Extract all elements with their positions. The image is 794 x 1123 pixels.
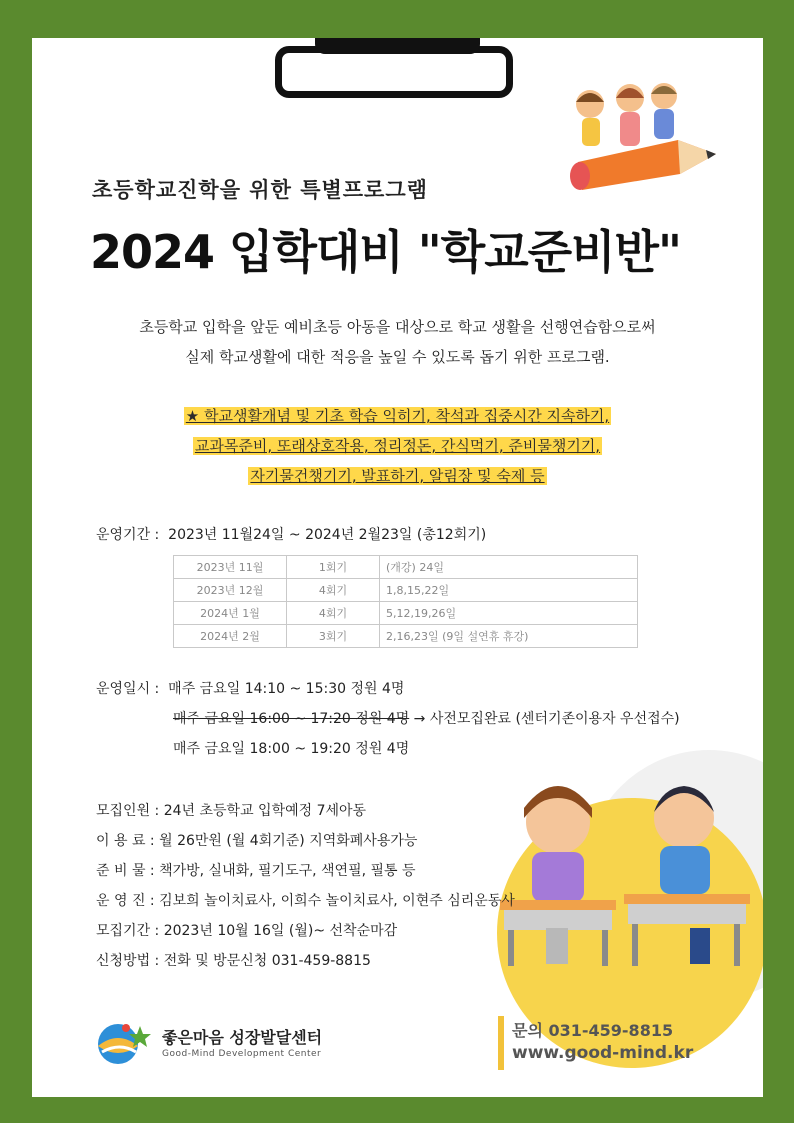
table-cell: 4회기 [287, 602, 380, 625]
highlight-text-2: 교과목준비, 또래상호작용, 정리정돈, 간식먹기, 준비물챙기기, [194, 437, 601, 455]
info-fee: 이 용 료 : 월 26만원 (월 4회기준) 지역화폐사용가능 [96, 833, 418, 849]
times-row-3 [173, 738, 409, 758]
info-recruit-period: 모집기간 : 2023년 10월 16일 (월)~ 선착순마감 [96, 923, 398, 939]
highlight-line-1 [32, 405, 763, 426]
table-cell: 1,8,15,22일 [380, 579, 638, 602]
time-slot-2-closed: 매주 금요일 16:00 ~ 17:20 정원 4명 [173, 711, 410, 727]
table-cell: 4회기 [287, 579, 380, 602]
schedule-table [173, 555, 638, 648]
table-cell: (개강) 24일 [380, 556, 638, 579]
center-logo-name: 좋은마음 성장발달센터 [162, 1028, 323, 1047]
table-row [174, 556, 638, 579]
table-cell: 3회기 [287, 625, 380, 648]
children-desk-illustration [494, 768, 756, 968]
times-row-1 [96, 678, 404, 698]
table-row [174, 625, 638, 648]
table-cell: 2023년 11월 [174, 556, 287, 579]
intro-line-1: 초등학교 입학을 앞둔 예비초등 아동을 대상으로 학교 생활을 선행연습함으로써 [139, 318, 656, 336]
intro-line-2: 실제 학교생활에 대한 적응을 높일 수 있도록 돕기 위한 프로그램. [185, 348, 610, 366]
subtitle: 초등학교진학을 위한 특별프로그램 [92, 178, 428, 202]
info-recruit-count: 모집인원 : 24년 초등학교 입학예정 7세아동 [96, 803, 367, 819]
time-slot-1: 매주 금요일 14:10 ~ 15:30 정원 4명 [168, 681, 405, 697]
table-cell: 2023년 12월 [174, 579, 287, 602]
info-staff: 운 영 진 : 김보희 놀이치료사, 이희수 놀이치료사, 이현주 심리운동사 [96, 893, 515, 909]
highlight-line-3 [32, 465, 763, 486]
page-title: 2024 입학대비 "학교준비반" [90, 225, 681, 279]
time-slot-3: 매주 금요일 18:00 ~ 19:20 정원 4명 [173, 741, 410, 757]
center-logo-english: Good-Mind Development Center [162, 1049, 322, 1059]
info-apply-method: 신청방법 : 전화 및 방문신청 031-459-8815 [96, 953, 371, 969]
period-row [96, 524, 486, 544]
center-logo-icon [96, 1020, 158, 1064]
clipboard-clip-top [315, 38, 480, 54]
contact-website[interactable]: www.good-mind.kr [512, 1043, 694, 1063]
table-cell: 2024년 2월 [174, 625, 287, 648]
table-cell: 2,16,23일 (9일 설연휴 휴강) [380, 625, 638, 648]
poster-page [32, 38, 763, 1097]
period-value: 2023년 11월24일 ~ 2024년 2월23일 (총12회기) [168, 527, 487, 543]
table-row [174, 579, 638, 602]
time-slot-2-note: → 사전모집완료 (센터기존이용자 우선접수) [409, 711, 680, 727]
contact-phone: 문의 031-459-8815 [512, 1021, 674, 1040]
table-cell: 1회기 [287, 556, 380, 579]
table-cell: 2024년 1월 [174, 602, 287, 625]
period-label: 운영기간 : [96, 527, 160, 543]
contact-accent-bar [498, 1016, 504, 1070]
table-cell: 5,12,19,26일 [380, 602, 638, 625]
highlight-line-2 [32, 435, 763, 456]
times-row-2 [173, 708, 680, 728]
highlight-text-3: 자기물건챙기기, 발표하기, 알림장 및 숙제 등 [250, 467, 545, 485]
highlight-text-1: ★ 학교생활개념 및 기초 학습 익히기, 착석과 집중시간 지속하기, [185, 407, 610, 425]
times-label: 운영일시 : [96, 681, 160, 697]
table-row [174, 602, 638, 625]
info-supplies: 준 비 물 : 책가방, 실내화, 필기도구, 색연필, 필통 등 [96, 863, 416, 879]
kids-pencil-illustration [560, 82, 720, 192]
